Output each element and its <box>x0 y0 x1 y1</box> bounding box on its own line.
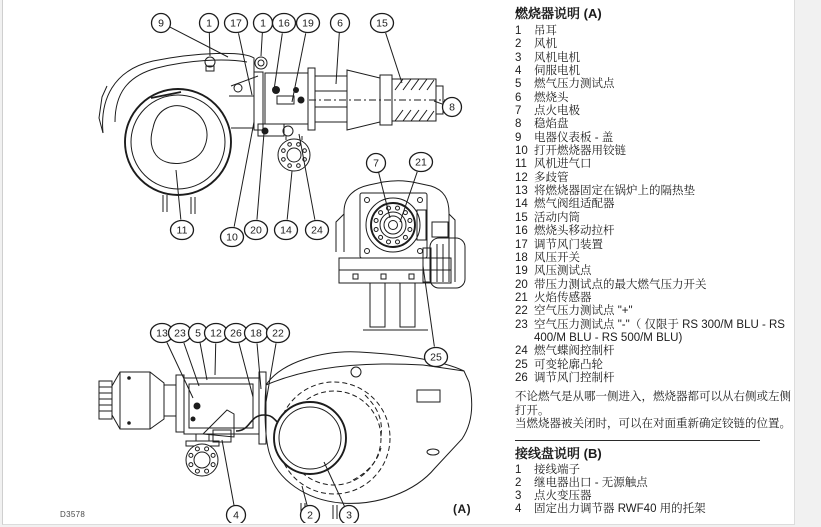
legend-item-text: 点火电极 <box>534 105 580 118</box>
legend-a-list <box>515 25 793 385</box>
legend-item-number: 11 <box>515 158 527 171</box>
legend-item-number: 12 <box>515 171 528 184</box>
svg-text:26: 26 <box>230 327 242 340</box>
bolt-hole <box>408 228 412 232</box>
bolt-hole <box>379 211 383 215</box>
bolt-hole <box>387 240 391 244</box>
bolt-hole <box>403 235 407 239</box>
svg-text:16: 16 <box>278 17 290 30</box>
legend-item-number: 9 <box>515 131 522 144</box>
svg-text:10: 10 <box>226 231 238 244</box>
svg-text:22: 22 <box>272 327 284 340</box>
legend-item-text: 调节风门装置 <box>534 238 603 251</box>
legend-item-number: 1 <box>515 25 522 37</box>
legend-item <box>515 345 793 358</box>
legend-column <box>515 6 793 516</box>
burner-side-view-bottom <box>99 352 472 519</box>
legend-item-number: 26 <box>515 371 528 384</box>
legend-item <box>515 65 793 78</box>
legend-b-title: 接线盘说明 (B) <box>515 446 602 462</box>
svg-text:17: 17 <box>230 17 242 30</box>
bolt-hole <box>374 228 378 232</box>
legend-item-number: 5 <box>515 78 522 91</box>
legend-item-text: 活动内筒 <box>534 211 580 224</box>
legend-item-text: 带压力测试点的最大燃气压力开关 <box>534 278 707 291</box>
legend-item <box>515 172 793 185</box>
legend-item <box>515 158 793 171</box>
callout-16 <box>273 14 296 91</box>
svg-text:1: 1 <box>206 17 212 30</box>
svg-text:23: 23 <box>174 327 186 340</box>
legend-item-number: 16 <box>515 225 528 238</box>
burner-side-view-top <box>99 53 449 214</box>
svg-text:6: 6 <box>337 17 343 30</box>
legend-item-number: 24 <box>515 345 528 358</box>
legend-item-number: 2 <box>515 477 522 490</box>
legend-item-number: 21 <box>515 291 528 304</box>
legend-item-number: 13 <box>515 185 528 198</box>
gas-flange-bottom <box>186 444 218 476</box>
legend-item <box>515 252 793 265</box>
svg-text:20: 20 <box>250 224 262 237</box>
bolt-hole <box>408 219 412 223</box>
svg-text:4: 4 <box>233 509 239 522</box>
legend-item <box>515 319 793 346</box>
drawing-number: D3578 <box>60 510 86 519</box>
legend-item-number: 23 <box>515 318 528 331</box>
callout-20 <box>245 133 268 240</box>
legend-item-text: 将燃烧器固定在锅炉上的隔热垫 <box>534 185 695 198</box>
legend-item <box>515 25 793 38</box>
legend-item <box>515 52 793 65</box>
callout-25 <box>423 266 448 367</box>
lifting-eye-icon <box>205 57 267 71</box>
callouts-front-view <box>367 153 448 367</box>
legend-item-text: 风压开关 <box>534 251 580 264</box>
legend-item-number: 3 <box>515 51 522 64</box>
legend-item <box>515 305 793 318</box>
bolt-hole <box>374 219 378 223</box>
legend-item <box>515 132 793 145</box>
legend-item <box>515 145 793 158</box>
legend-item-number: 19 <box>515 265 528 278</box>
legend-item-text: 燃气蝶阀控制杆 <box>534 345 615 358</box>
legend-item-text: 可变轮廓凸轮 <box>534 358 603 371</box>
legend-item-number: 20 <box>515 278 528 291</box>
bolt-hole <box>379 235 383 239</box>
svg-text:3: 3 <box>346 509 352 522</box>
svg-text:2: 2 <box>307 509 313 522</box>
callout-15 <box>371 14 403 84</box>
legend-item <box>515 359 793 372</box>
svg-text:7: 7 <box>373 157 379 170</box>
legend-item-number: 7 <box>515 105 522 118</box>
legend-item-text: 风机进气口 <box>534 158 592 171</box>
legend-item-number: 10 <box>515 145 528 158</box>
legend-item <box>515 372 793 385</box>
legend-item-text: 继电器出口 - 无源触点 <box>534 477 648 490</box>
legend-item-text: 固定出力调节器 RWF40 用的托架 <box>534 502 706 515</box>
callout-3 <box>324 462 359 523</box>
legend-item-text: 空气压力测试点 "+" <box>534 305 633 318</box>
burner-figure-svg <box>3 0 508 523</box>
svg-text:18: 18 <box>250 327 262 340</box>
burner-head-rings <box>366 198 420 252</box>
figure-label-a: (A) <box>453 502 472 516</box>
legend-item-text: 打开燃烧器用铰链 <box>534 145 626 158</box>
legend-item-text: 稳焰盘 <box>534 118 569 131</box>
section-divider <box>515 440 760 441</box>
legend-item <box>515 279 793 292</box>
legend-item-number: 1 <box>515 464 522 477</box>
legend-b-list <box>515 464 793 515</box>
svg-text:9: 9 <box>158 17 164 30</box>
legend-item-text: 电器仪表板 - 盖 <box>534 131 614 144</box>
burner-front-view <box>336 181 465 330</box>
callout-22 <box>266 324 290 403</box>
legend-item-number: 14 <box>515 198 528 211</box>
legend-item <box>515 118 793 131</box>
callout-14 <box>275 171 298 240</box>
svg-text:11: 11 <box>176 224 188 237</box>
legend-item <box>515 78 793 91</box>
legend-item-number: 17 <box>515 238 528 251</box>
svg-text:8: 8 <box>449 101 455 114</box>
callout-1 <box>200 14 219 57</box>
legend-a-notes <box>515 391 793 431</box>
svg-text:1: 1 <box>260 17 266 30</box>
legend-item <box>515 490 793 503</box>
legend-item <box>515 105 793 118</box>
legend-item <box>515 292 793 305</box>
legend-item-number: 4 <box>515 502 522 515</box>
legend-item <box>515 198 793 211</box>
legend-item-number: 8 <box>515 118 522 131</box>
legend-item <box>515 38 793 51</box>
burner-figure <box>3 0 508 523</box>
legend-item-text: 吊耳 <box>534 25 557 37</box>
legend-a-title: 燃烧器说明 (A) <box>515 6 602 21</box>
legend-item <box>515 185 793 198</box>
legend-item <box>515 265 793 278</box>
legend-item-number: 18 <box>515 251 528 264</box>
legend-item <box>515 503 793 516</box>
bolt-hole <box>396 240 400 244</box>
legend-item-number: 22 <box>515 305 528 318</box>
legend-item-number: 4 <box>515 65 522 78</box>
legend-item <box>515 464 793 477</box>
legend-note: 不论燃气是从哪一侧进入，燃烧器都可以从右侧或左侧打开。 <box>515 391 791 417</box>
legend-item-text: 燃气压力测试点 <box>534 78 615 91</box>
callouts-top-view <box>152 14 462 247</box>
svg-text:21: 21 <box>415 156 427 169</box>
legend-item-text: 接线端子 <box>534 464 580 477</box>
legend-item-text: 空气压力测试点 "-"（ 仅限于 RS 300/M BLU - RS 400/M BLU - RS 500/M BLU) <box>534 318 785 344</box>
legend-item <box>515 477 793 490</box>
svg-text:19: 19 <box>302 17 314 30</box>
svg-text:13: 13 <box>156 327 168 340</box>
bolt-hole <box>396 206 400 210</box>
legend-item-text: 火焰传感器 <box>534 291 592 304</box>
legend-item <box>515 212 793 225</box>
svg-text:12: 12 <box>210 327 222 340</box>
svg-text:24: 24 <box>311 224 323 237</box>
callout-1 <box>254 14 273 57</box>
legend-b <box>515 446 793 515</box>
legend-item-text: 伺服电机 <box>534 65 580 78</box>
legend-item-text: 燃烧头移动拉杆 <box>534 225 615 238</box>
callout-4 <box>222 440 246 523</box>
legend-note: 当燃烧器被关闭时，可以在对面重新确定铰链的位置。 <box>515 417 791 430</box>
svg-text:25: 25 <box>430 351 442 364</box>
legend-item-text: 调节风门控制杆 <box>534 371 615 384</box>
svg-text:15: 15 <box>376 17 388 30</box>
legend-item <box>515 225 793 238</box>
legend-item-number: 3 <box>515 489 522 502</box>
legend-item-text: 点火变压器 <box>534 489 592 502</box>
legend-item-text: 风压测试点 <box>534 265 592 278</box>
legend-item <box>515 92 793 105</box>
legend-item-number: 2 <box>515 38 522 51</box>
legend-item-number: 6 <box>515 91 522 104</box>
legend-item <box>515 239 793 252</box>
legend-item-number: 15 <box>515 211 528 224</box>
legend-item-number: 25 <box>515 358 528 371</box>
legend-item-text: 燃气阀组适配器 <box>534 198 615 211</box>
legend-item-text: 风机 <box>534 38 557 51</box>
callout-11 <box>171 170 194 240</box>
svg-text:5: 5 <box>195 327 201 340</box>
legend-item-text: 燃烧头 <box>534 91 569 104</box>
legend-item-text: 风机电机 <box>534 51 580 64</box>
svg-text:14: 14 <box>280 224 292 237</box>
legend-item-text: 多歧管 <box>534 171 569 184</box>
manual-page <box>2 0 795 525</box>
